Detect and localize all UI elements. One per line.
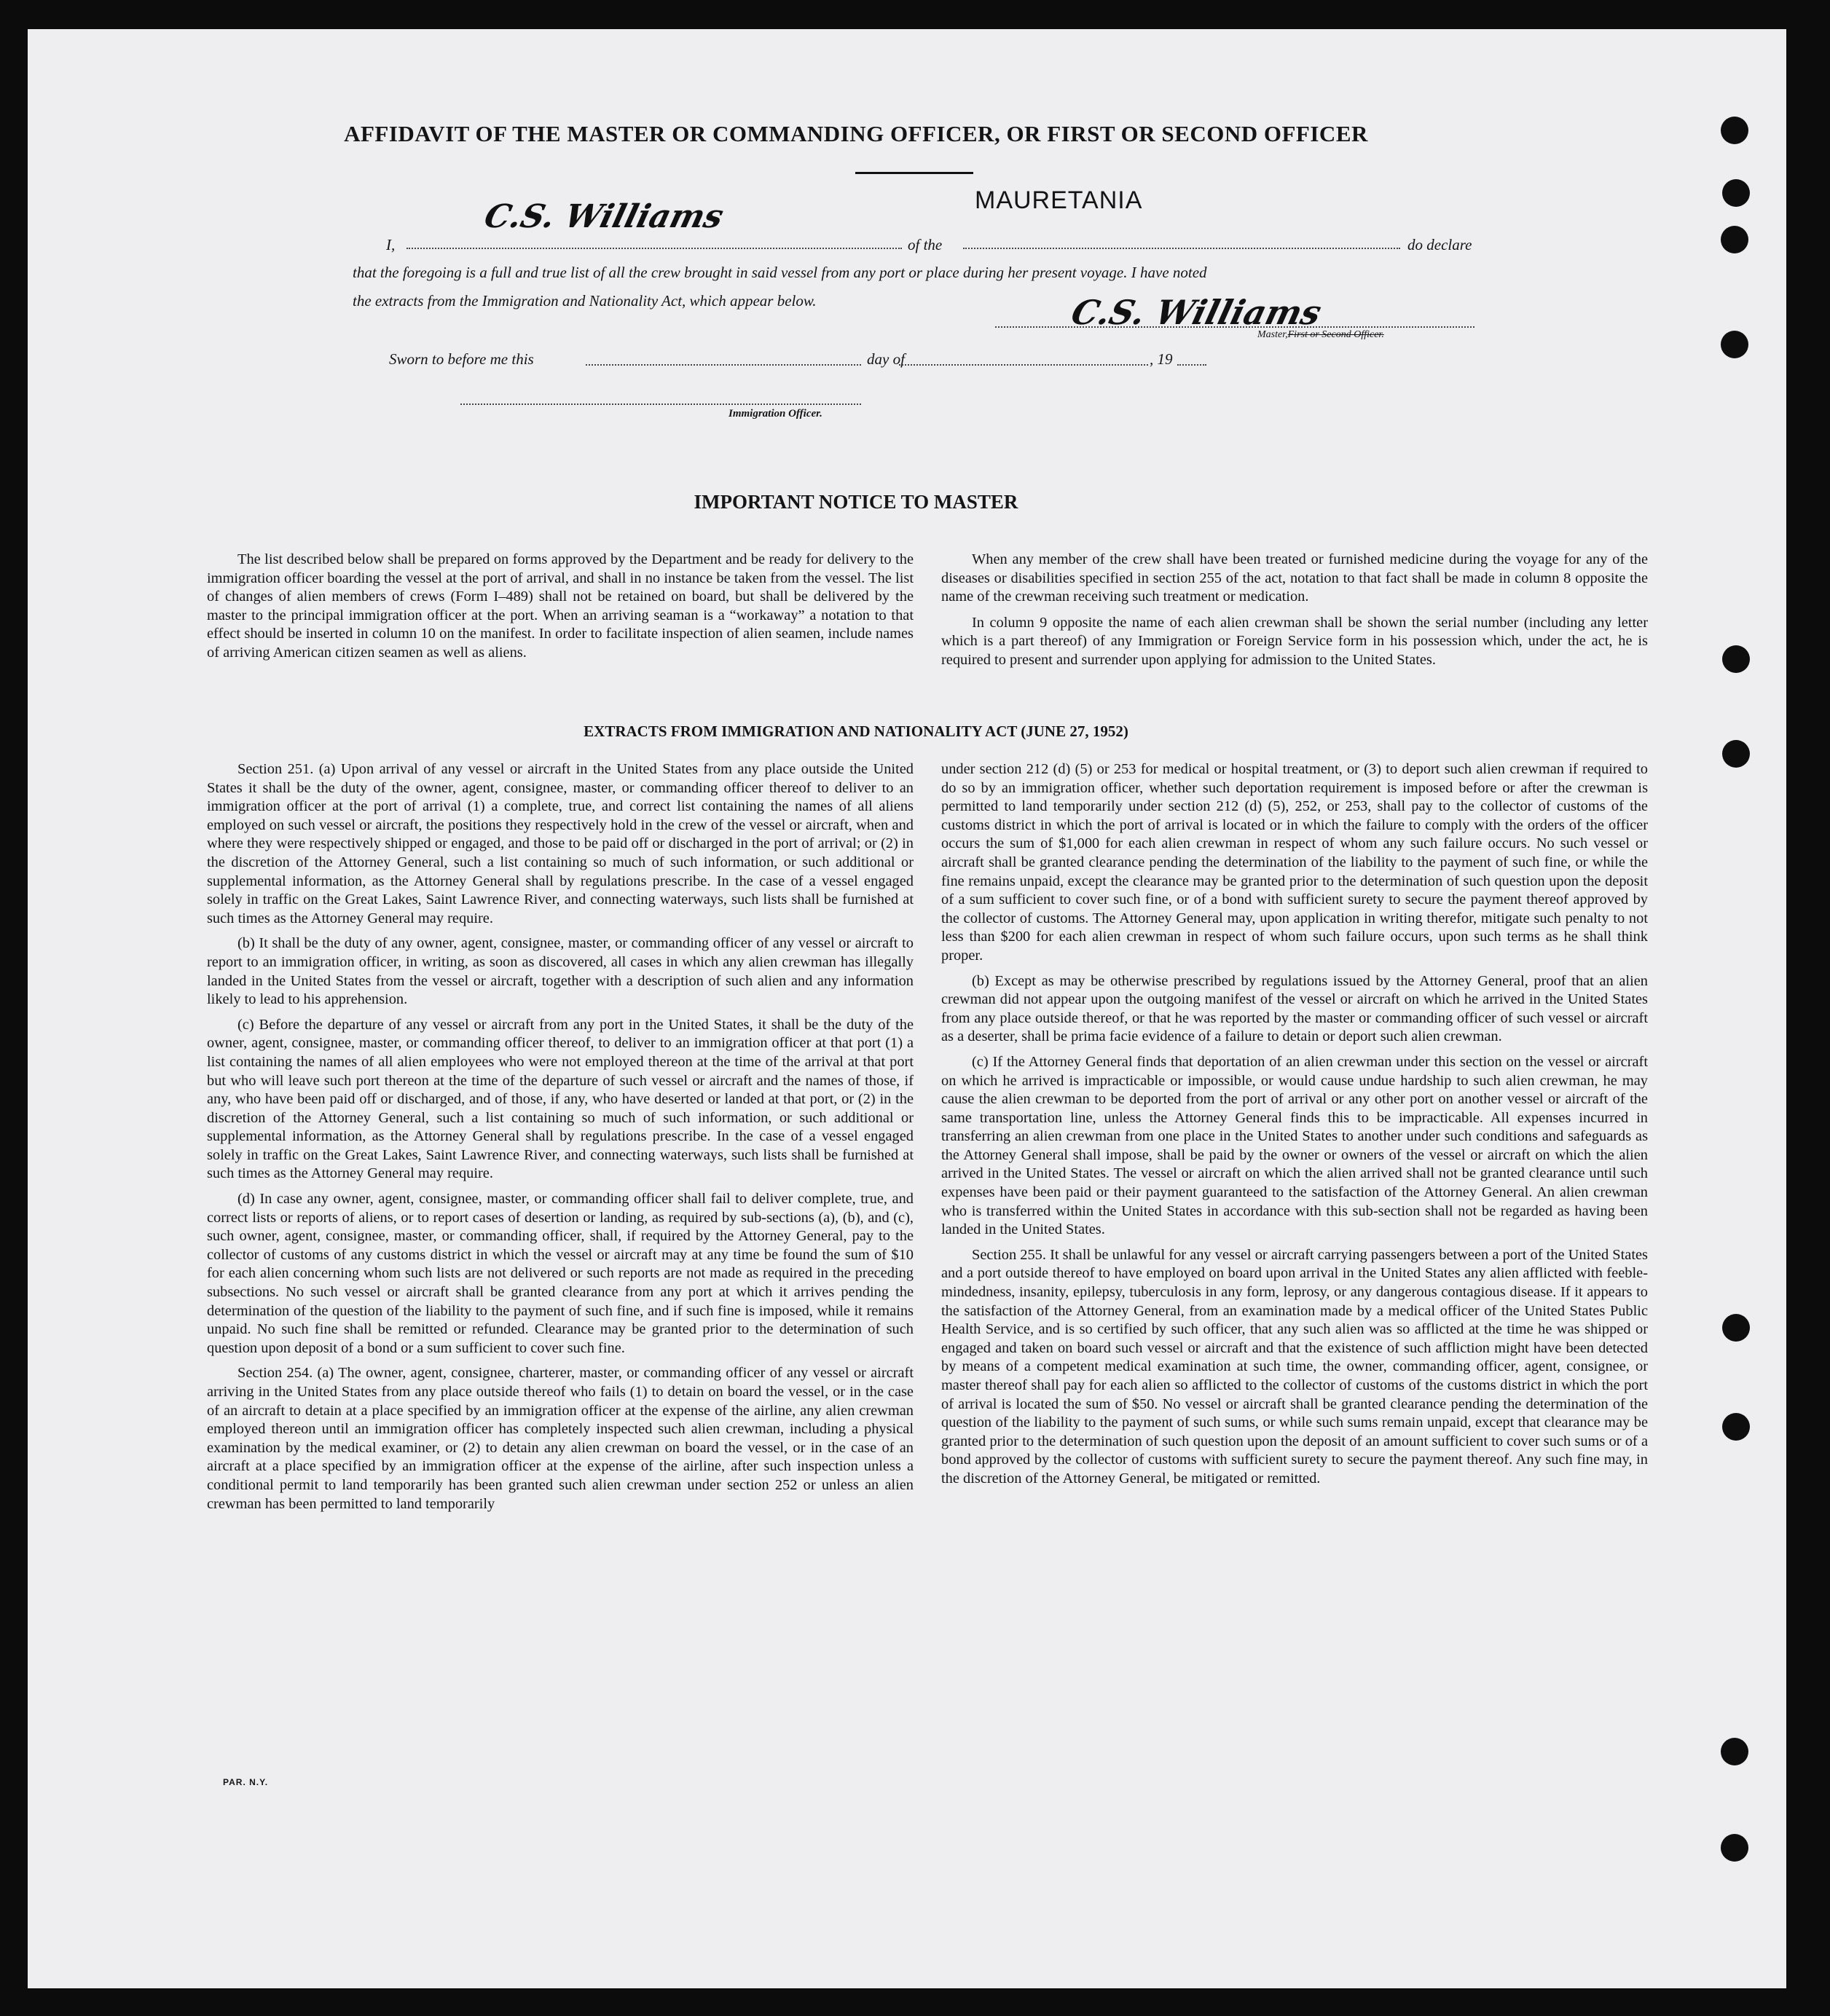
sworn-label: Sworn to before me this [389,350,534,368]
punch-hole [1722,740,1750,768]
notice-paragraph: In column 9 opposite the name of each alien crewman shall be shown the serial number (including any letter which is a part thereof) of any Immigration or Foreign Service form in his possession which, under the act, he is required to present and surrender upon applying for admission to the United States. [941,614,1648,668]
name-dotted-line [407,248,902,249]
punch-hole [1721,1738,1748,1765]
extracts-heading: EXTRACTS FROM IMMIGRATION AND NATIONALITY ACT (JUNE 27, 1952) [584,722,1128,740]
vessel-dotted-line [963,248,1400,249]
notice-paragraph: When any member of the crew shall have been treated or furnished medicine during the voyage for any of the diseases or disabilities specified in section 255 of the act, notation to that fact shall be made in column 8 opposite the name of the crewman receiving such treatment or medication. [941,551,1648,605]
statute-paragraph: (b) It shall be the duty of any owner, agent, consignee, master, or commanding officer of any vessel or aircraft to report to an immigration officer, in writing, as soon as discovered, all cases in which any alien crewman has illegally landed in the United States from the vessel or aircraft, together with a description of such alien and any information likely to lead to his apprehension. [207,935,914,1008]
statement-line-1: that the foregoing is a full and true list of all the crew brought in said vessel from any port or place during her present voyage. I have noted [353,264,1207,281]
extracts-left-column [207,760,914,1513]
master-title [1257,329,1384,341]
affidavit-title: AFFIDAVIT OF THE MASTER OR COMMANDING OFFICER, OR FIRST OR SECOND OFFICER [344,121,1368,146]
immigration-officer-label: Immigration Officer. [729,408,822,420]
punch-hole [1722,1314,1750,1342]
day-of-label: day of [867,350,905,368]
punch-hole [1722,645,1750,673]
year-label: , 19 [1150,350,1173,368]
master-signature: C.S. Williams [1067,293,1326,332]
year-dotted-line [1177,364,1206,366]
master-label: Master, [1257,329,1288,340]
punch-hole [1721,331,1748,358]
printer-mark: PAR. N.Y. [223,1777,269,1787]
extracts-right-column [941,760,1648,1489]
notice-heading: IMPORTANT NOTICE TO MASTER [694,491,1018,513]
statute-paragraph: (b) Except as may be otherwise prescribed by regulations issued by the Attorney General, proof that an alien crewman did not appear upon the outgoing manifest of the vessel or aircraft on which he arrived in the United States from any place outside thereof, or that he was reported by the master or commanding officer of such vessel or aircraft as a deserter, shall be prima facie evidence of a failure to detain or deport such alien crewman. [941,972,1648,1045]
vessel-overline [855,172,973,174]
punch-hole [1721,226,1748,253]
sworn-day-dotted-line [586,364,861,366]
of-the-label: of the [908,236,943,253]
statute-paragraph: Section 251. (a) Upon arrival of any vessel or aircraft in the United States from any place outside the United States it shall be the duty of the owner, agent, consignee, master, or commanding officer thereof to deliver to an immigration officer at the port of arrival (1) a complete, true, and correct list containing the names of all aliens employed on such vessel or aircraft, the positions they respectively hold in the crew of the vessel or aircraft, when and where they were respectively shipped or engaged, and those to be paid off or discharged in the port of arrival; or (2) in the discretion of the Attorney General, such a list containing so much of such information, or such additional or supplemental information, as the Attorney General shall by regulations prescribe. In the case of a vessel engaged solely in traffic on the Great Lakes, Saint Lawrence River, and connecting waterways, such lists shall be furnished at such times as the Attorney General may require. [207,761,914,926]
immigration-officer-line [460,403,861,405]
do-declare-label: do declare [1407,236,1472,253]
statute-paragraph: Section 254. (a) The owner, agent, consignee, charterer, master, or commanding officer of any vessel or aircraft arriving in the United States from any place outside thereof who fails (1) to detain on board the vessel, or in the case of an aircraft to detain at a place specified by an immigration officer at the expense of the airline, any alien crewman employed thereon until an immigration officer has completely inspected such alien crewman, including a physical examination by the medical examiner, or (2) to detain any alien crewman on board the vessel, or in the case of an aircraft at a place specified by an immigration officer at the expense of the airline, after such inspection unless a conditional permit to land temporarily has been granted such alien crewman under section 252 or unless an alien crewman has been permitted to land temporarily [207,1365,914,1512]
struck-officer-label: First or Second Officer. [1287,329,1384,340]
form-sheet [28,29,1786,1988]
notice-paragraph: The list described below shall be prepared on forms approved by the Department and be ready for delivery to the immigration officer boarding the vessel at the port of arrival, and shall in no instance be taken from the vessel. The list of changes of alien members of crews (Form I–489) shall not be retained on board, but shall be delivered by the master to the principal immigration officer at the port. When an arriving seaman is a “workaway” a notation to that effect should be inserted in column 10 on the manifest. In order to facilitate inspection of alien seamen, include names of arriving American citizen seamen as well as aliens. [207,551,914,661]
statute-paragraph: Section 255. It shall be unlawful for any vessel or aircraft carrying passengers between a port of the United States and a port outside thereof to have employed on board upon arrival in the United States any alien afflicted with feeble-mindedness, insanity, epilepsy, tuberculosis in any form, leprosy, or any dangerous contagious disease. If it appears to the satisfaction of the Attorney General, from an examination made by a medical officer of the United States Public Health Service, and is so certified by such officer, that any such alien was so afflicted at the time he was shipped or engaged and taken on board such vessel or aircraft and that the existence of such affliction might have been detected by means of a competent medical examination at such time, the owner, commanding officer, agent, consignee, or master thereof shall pay for each alien so afflicted to the collector of customs of the customs district in which the port of arrival is located the sum of $50. No vessel or aircraft shall be granted clearance pending the determination of the question of the liability to the payment of such sums, or while such sums remain unpaid, except that clearance may be granted prior to the determination of such question upon the deposit of an amount sufficient to cover such sums or of a bond approved by the collector of customs with sufficient surety to secure the payment thereof. Any such fine may, in the discretion of the Attorney General, be mitigated or remitted. [941,1246,1648,1487]
statement-line-2: the extracts from the Immigration and Nationality Act, which appear below. [353,292,817,310]
statute-paragraph: (c) If the Attorney General finds that deportation of an alien crewman under this section on the vessel or aircraft on which he arrived is impracticable or impossible, or would cause undue hardship to such alien crewman, he may cause the alien crewman to be deported from the port of arrival or any other port on another vessel or aircraft of the same transportation line, unless the Attorney General finds this to be impracticable. All expenses incurred in transferring an alien crewman from one place in the United States to another under such conditions and safeguards as the Attorney General shall impose, shall be paid by the owner or owners of the vessel or aircraft on which the alien arrived in the United States. The vessel or aircraft on which the alien arrived shall not be granted clearance until such expenses have been paid or their payment guaranteed to the satisfaction of the Attorney General. An alien crewman who is transferred within the United States in accordance with this sub-section shall not be regarded as having been landed in the United States. [941,1053,1648,1238]
master-signature-line [995,326,1474,328]
i-label: I, [386,236,396,253]
statute-paragraph: (d) In case any owner, agent, consignee, master, or commanding officer shall fail to deliver complete, true, and correct lists or reports of aliens, or to report cases of desertion or landing, as required by sub-sections (a), (b), and (c), such owner, agent, consignee, master, or commanding officer, shall, if required by the Attorney General, pay to the collector of customs of any customs district in which the vessel or aircraft may at any time be found the sum of $10 for each alien concerning whom such lists are not delivered or such reports are not made as required in the preceding subsections. No such vessel or aircraft shall be granted clearance from any port at which it arrives pending the determination of the question of the liability to the payment of such fine, and if such fine is imposed, while it remains unpaid. No such fine shall be remitted or refunded. Clearance may be granted prior to the determination of such question upon deposit of a bond or a sum sufficient to cover such fine. [207,1191,914,1356]
vessel-name: MAURETANIA [975,186,1143,214]
statute-paragraph: under section 212 (d) (5) or 253 for medical or hospital treatment, or (3) to deport such alien crewman if required to do so by an immigration officer, whether such deportation requirement is imposed before or after the crewman is permitted to land temporarily under section 212 (d) (5), 252, or 253, shall pay to the collector of customs of the customs district in which the port of arrival is located or in which the failure to comply with the orders of the officer occurs the sum of $1,000 for each alien crewman in respect of whom any such failure occurs. No such vessel or aircraft shall be granted clearance pending the determination of the liability to the payment of such fine, or while the fine remains unpaid, except the clearance may be granted prior to the determination of such question upon the deposit of a sum sufficient to cover such fine, or of a bond with sufficient surety to secure the payment thereof approved by the collector of customs. The Attorney General may, upon application in writing therefor, mitigate such penalty to not less than $200 for each alien crewman in respect of whom such failure occurs, upon such terms as he shall think proper. [941,761,1648,964]
notice-left-column [207,551,914,663]
punch-hole [1721,1834,1748,1862]
officer-signature: C.S. Williams [480,198,728,235]
punch-hole [1722,179,1750,207]
sworn-month-dotted-line [899,364,1148,366]
statute-paragraph: (c) Before the departure of any vessel or aircraft from any port in the United States, it shall be the duty of the owner, agent, consignee, master, or commanding officer thereof, to deliver to an immigration officer at that port (1) a list containing the names of all alien employees who were not employed thereon at the time of the arrival at that port but who will leave such port thereon at the time of the departure of such vessel or aircraft and the names of those, if any, who have been paid off or discharged, and of those, if any, who have deserted or landed at that port, or (2) in the discretion of the Attorney General, such a list containing so much of such information, or such additional or supplemental information, as the Attorney General shall by regulations prescribe. In the case of a vessel engaged solely in traffic on the Great Lakes, Saint Lawrence River, and connecting waterways, such lists shall be furnished at such times as the Attorney General may require. [207,1016,914,1182]
notice-right-column [941,551,1648,670]
punch-hole [1722,1413,1750,1441]
